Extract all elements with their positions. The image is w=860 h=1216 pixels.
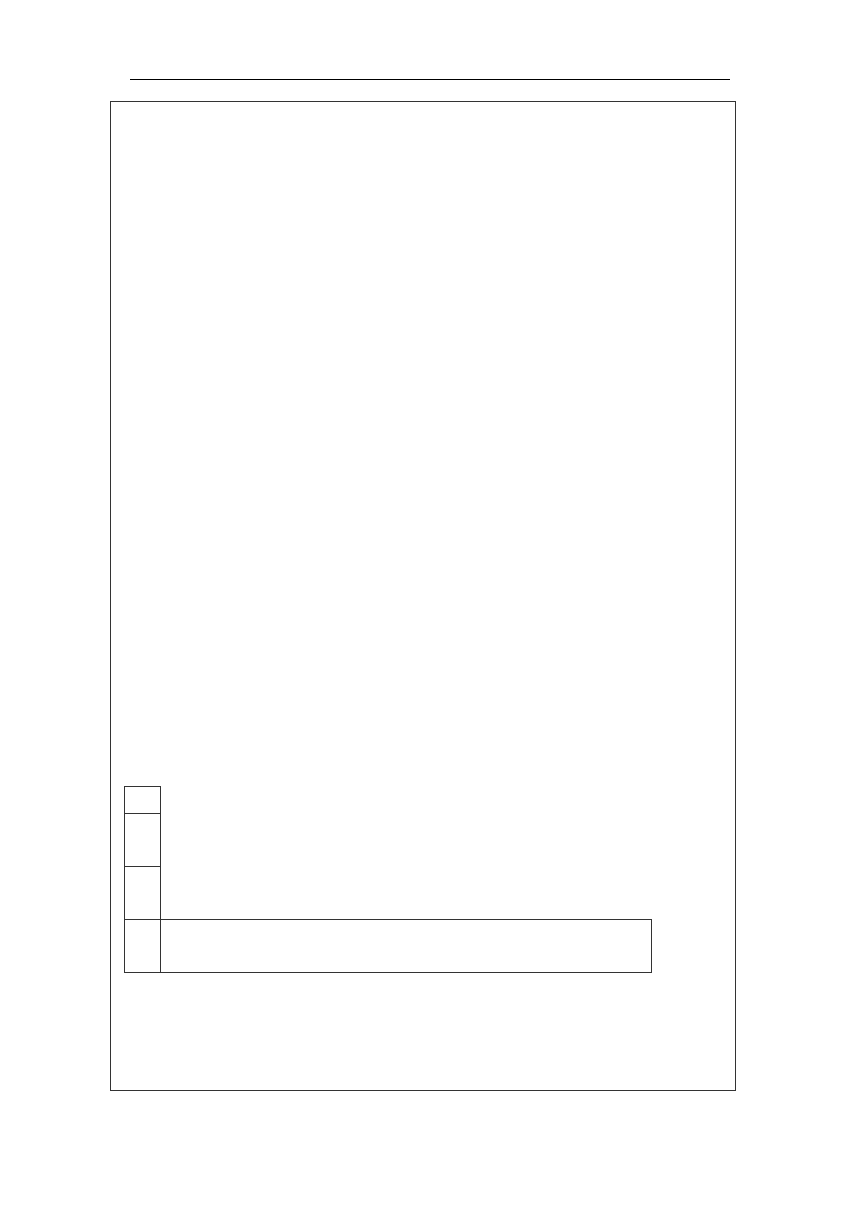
- header-rule: [130, 79, 730, 80]
- row-label-draw: [125, 867, 161, 920]
- row-label-stats: [125, 920, 161, 973]
- table-row-guess: [125, 814, 652, 867]
- record-table: [124, 786, 652, 973]
- stats-cell: [161, 920, 652, 973]
- table-row-stats: [125, 920, 652, 973]
- table-header-row: [125, 787, 652, 814]
- table-row-draw: [125, 867, 652, 920]
- table-corner-cell: [125, 787, 161, 814]
- content-frame: [110, 101, 736, 1091]
- row-label-guess: [125, 814, 161, 867]
